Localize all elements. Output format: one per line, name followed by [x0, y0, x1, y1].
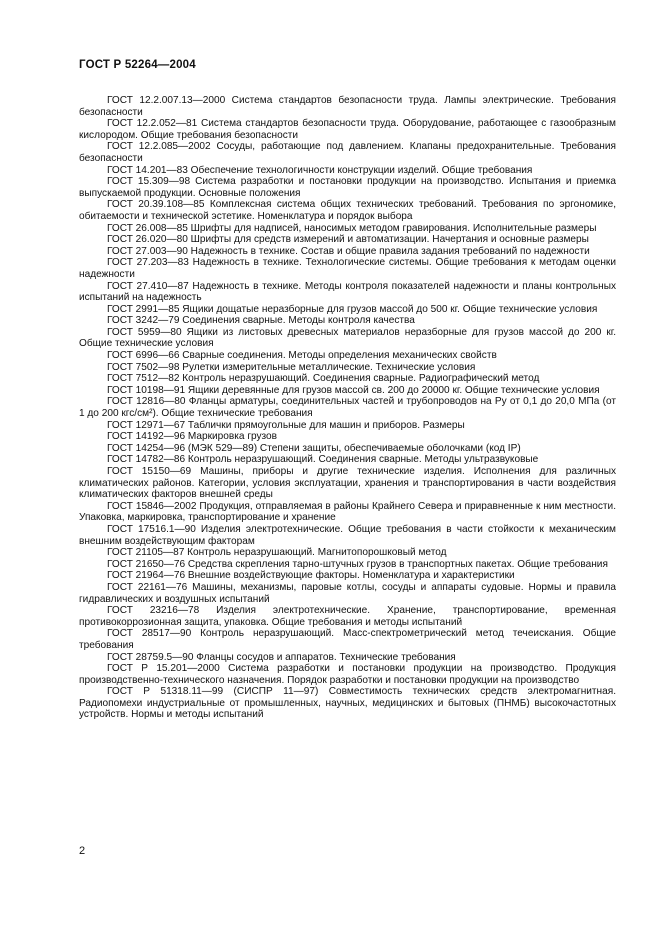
standard-entry: ГОСТ 23216—78 Изделия электротехнические. Хранение, транспортирование, временная противокоррозионная защита, упаковка. Общие требования и методы испытаний	[79, 605, 616, 628]
standard-entry: ГОСТ 15150—69 Машины, приборы и другие технические изделия. Исполнения для различных климатических районов. Категории, условия эксплуатации, хранения и транспортирования в части воздействия климатических факторов внешней среды	[79, 466, 616, 501]
standard-entry: ГОСТ 27.203—83 Надежность в технике. Технологические системы. Общие требования к методам оценки надежности	[79, 257, 616, 280]
standard-entry: ГОСТ 6996—66 Сварные соединения. Методы определения механических свойств	[107, 350, 497, 362]
standard-entry: ГОСТ 15846—2002 Продукция, отправляемая в районы Крайнего Севера и приравненные к ним местности. Упаковка, маркировка, транспортирование и хранение	[79, 500, 616, 524]
standard-entry: ГОСТ 5959—80 Ящики из листовых древесных материалов неразборные для грузов массой до 200 кг. Общие технические условия	[79, 326, 616, 350]
standard-entry: ГОСТ 7512—82 Контроль неразрушающий. Соединения сварные. Радиографический метод	[107, 373, 540, 385]
standard-entry: ГОСТ 7502—98 Рулетки измерительные металлические. Технические условия	[107, 361, 476, 373]
standard-entry: ГОСТ 26.008—85 Шрифты для надписей, наносимых методом гравирования. Исполнительные размеры	[107, 222, 597, 234]
standard-entry: ГОСТ 15.309—98 Система разработки и постановки продукции на производство. Испытания и приемка выпускаемой продукции. Основные положения	[79, 176, 616, 199]
standard-entry: ГОСТ 20.39.108—85 Комплексная система общих технических требований. Требования по эргономике, обитаемости и технической эстетике. Номенклатура и порядок выбора	[79, 199, 616, 222]
standard-entry: ГОСТ 21964—76 Внешние воздействующие факторы. Номенклатура и характеристики	[107, 570, 515, 582]
standard-entry: ГОСТ 3242—79 Соединения сварные. Методы контроля качества	[107, 315, 415, 327]
standard-entry: ГОСТ 14782—86 Контроль неразрушающий. Соединения сварные. Методы ультразвуковые	[107, 454, 539, 466]
standard-entry: ГОСТ 28759.5—90 Фланцы сосудов и аппаратов. Технические требования	[107, 651, 456, 663]
standard-entry: ГОСТ 26.020—80 Шрифты для средств измерений и автоматизации. Начертания и основные размеры	[107, 234, 589, 246]
page-number: 2	[79, 845, 86, 857]
standard-entry: ГОСТ 10198—91 Ящики деревянные для грузов массой св. 200 до 20000 кг. Общие технические условия	[107, 384, 600, 396]
standard-entry: ГОСТ 28517—90 Контроль неразрушающий. Масс-спектрометрический метод течеискания. Общие требования	[79, 628, 616, 651]
standard-entry: ГОСТ 12.2.052—81 Система стандартов безопасности труда. Оборудование, работающее с газообразным кислородом. Общие требования безопасности	[79, 118, 616, 141]
standard-entry: ГОСТ 12816—80 Фланцы арматуры, соединительных частей и трубопроводов на Pу от 0,1 до 20,0 МПа (от 1 до 200 кгс/см²). Общие технические требования	[79, 396, 616, 420]
standard-entry: ГОСТ Р 51318.11—99 (СИСПР 11—97) Совместимость технических средств электромагнитная. Радиопомехи индустриальные от промышленных, научных, медицинских и бытовых (ПНМБ) высокочастотных устройств. Нормы и методы испытаний	[79, 686, 616, 721]
standard-entry: ГОСТ 12.2.007.13—2000 Система стандартов безопасности труда. Лампы электрические. Требования безопасности	[79, 95, 616, 118]
standard-entry: ГОСТ 21650—76 Средства скрепления тарно-штучных грузов в транспортных пакетах. Общие требования	[107, 558, 608, 570]
document-header: ГОСТ Р 52264—2004	[79, 59, 196, 71]
standard-entry: ГОСТ 21105—87 Контроль неразрушающий. Магнитопорошковый метод	[107, 547, 447, 559]
standards-reference-list	[79, 95, 616, 721]
standard-entry: ГОСТ 12.2.085—2002 Сосуды, работающие под давлением. Клапаны предохранительные. Требования безопасности	[79, 141, 616, 164]
standard-entry: ГОСТ 27.410—87 Надежность в технике. Методы контроля показателей надежности и планы контрольных испытаний на надежность	[79, 280, 616, 304]
standard-entry: ГОСТ 2991—85 Ящики дощатые неразборные для грузов массой до 500 кг. Общие технические условия	[107, 303, 598, 315]
standard-entry: ГОСТ 14.201—83 Обеспечение технологичности конструкции изделий. Общие требования	[107, 164, 533, 176]
standard-entry: ГОСТ 27.003—90 Надежность в технике. Состав и общие правила задания требований по надежности	[107, 245, 590, 257]
standard-entry: ГОСТ 14254—96 (МЭК 529—89) Степени защиты, обеспечиваемые оболочками (код IP)	[107, 442, 521, 454]
standard-entry: ГОСТ 12971—67 Таблички прямоугольные для машин и приборов. Размеры	[107, 419, 465, 431]
standard-entry: ГОСТ Р 15.201—2000 Система разработки и постановки продукции на производство. Продукция производственно-технического назначения. Порядок разработки и постановки продукции на производство	[79, 663, 616, 686]
standard-entry: ГОСТ 17516.1—90 Изделия электротехнические. Общие требования в части стойкости к механическим внешним воздействующим факторам	[79, 523, 616, 547]
standard-entry: ГОСТ 14192—96 Маркировка грузов	[107, 431, 278, 443]
standard-entry: ГОСТ 22161—76 Машины, механизмы, паровые котлы, сосуды и аппараты судовые. Нормы и правила гидравлических и воздушных испытаний	[79, 581, 616, 605]
